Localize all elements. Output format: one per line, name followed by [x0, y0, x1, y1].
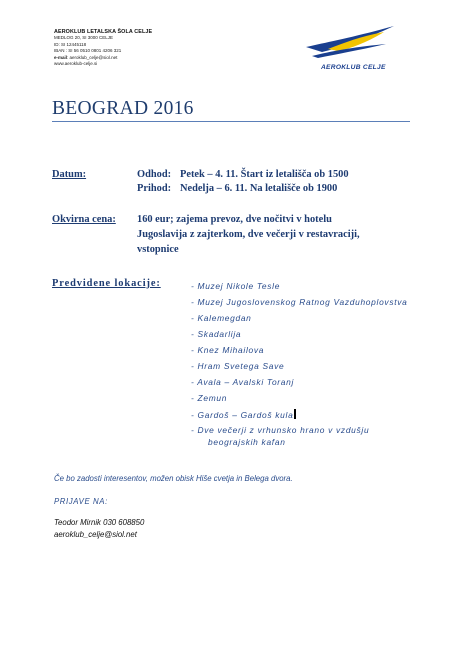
- contact-name-phone: Teodor Mirnik 030 608850: [54, 518, 145, 527]
- location-item: - Avala – Avalski Toranj: [191, 377, 295, 387]
- datum-label: Datum:: [52, 169, 87, 180]
- glider-icon: [298, 20, 398, 68]
- cena-line-3: vstopnice: [137, 244, 179, 255]
- odhod-label: Odhod:: [137, 169, 172, 180]
- org-web: www.aeroklub-celje.si: [54, 61, 98, 67]
- org-name: AEROKLUB LETALSKA ŠOLA CELJE: [54, 29, 153, 35]
- org-iban: IBAN : SI 56 0510 0801 4206 321: [54, 48, 122, 54]
- location-item: - Knez Mihailova: [191, 345, 265, 355]
- title-divider: [52, 121, 410, 122]
- location-item-continued: beograjskih kafan: [208, 437, 286, 447]
- location-item: [191, 409, 296, 420]
- lokacije-label: Predvidene lokacije:: [52, 278, 161, 289]
- aeroklub-logo: [298, 20, 398, 80]
- note-text: Če bo zadosti interesentov, možen obisk Hiše cvetja in Belega dvora.: [54, 474, 293, 483]
- location-item: - Hram Svetega Save: [191, 361, 285, 371]
- location-item: - Dve večerji z vrhunsko hrano v vzdušju: [191, 425, 370, 435]
- location-item: - Zemun: [191, 393, 228, 403]
- prihod-value: Nedelja – 6. 11. Na letališče ob 1900: [180, 183, 338, 194]
- location-item: - Kalemegdan: [191, 313, 252, 323]
- location-item: - Muzej Nikole Tesle: [191, 281, 281, 291]
- location-item-text: - Gardoš – Gardoš kula: [191, 410, 294, 420]
- email-label: e-mail: [54, 54, 68, 60]
- prihod-label: Prihod:: [137, 183, 172, 194]
- org-id: ID: SI 12445118: [54, 41, 87, 47]
- contact-email: aeroklub_celje@siol.net: [54, 530, 137, 539]
- location-item: - Skadarlija: [191, 329, 242, 339]
- cena-line-2: Jugoslavija z zajterkom, dve večerji v restavraciji,: [137, 229, 360, 240]
- cena-label: Okvirna cena:: [52, 214, 116, 225]
- text-cursor: [294, 409, 296, 419]
- cena-line-1: 160 eur; zajema prevoz, dve nočitvi v hotelu: [137, 214, 332, 225]
- prijave-heading: PRIJAVE NA:: [54, 497, 108, 506]
- location-item: - Muzej Jugoslovenskog Ratnog Vazduhoplovstva: [191, 297, 408, 307]
- page-title: BEOGRAD 2016: [52, 98, 194, 119]
- email-value: : aeroklub_celje@siol.net: [67, 54, 118, 60]
- org-address: MEDLOG 20, SI 3000 CELJE: [54, 35, 114, 40]
- odhod-value: Petek – 4. 11. Štart iz letališča ob 1500: [180, 169, 349, 180]
- logo-text: AEROKLUB CELJE: [321, 64, 386, 71]
- letterhead: [54, 29, 224, 68]
- org-email: [54, 55, 224, 62]
